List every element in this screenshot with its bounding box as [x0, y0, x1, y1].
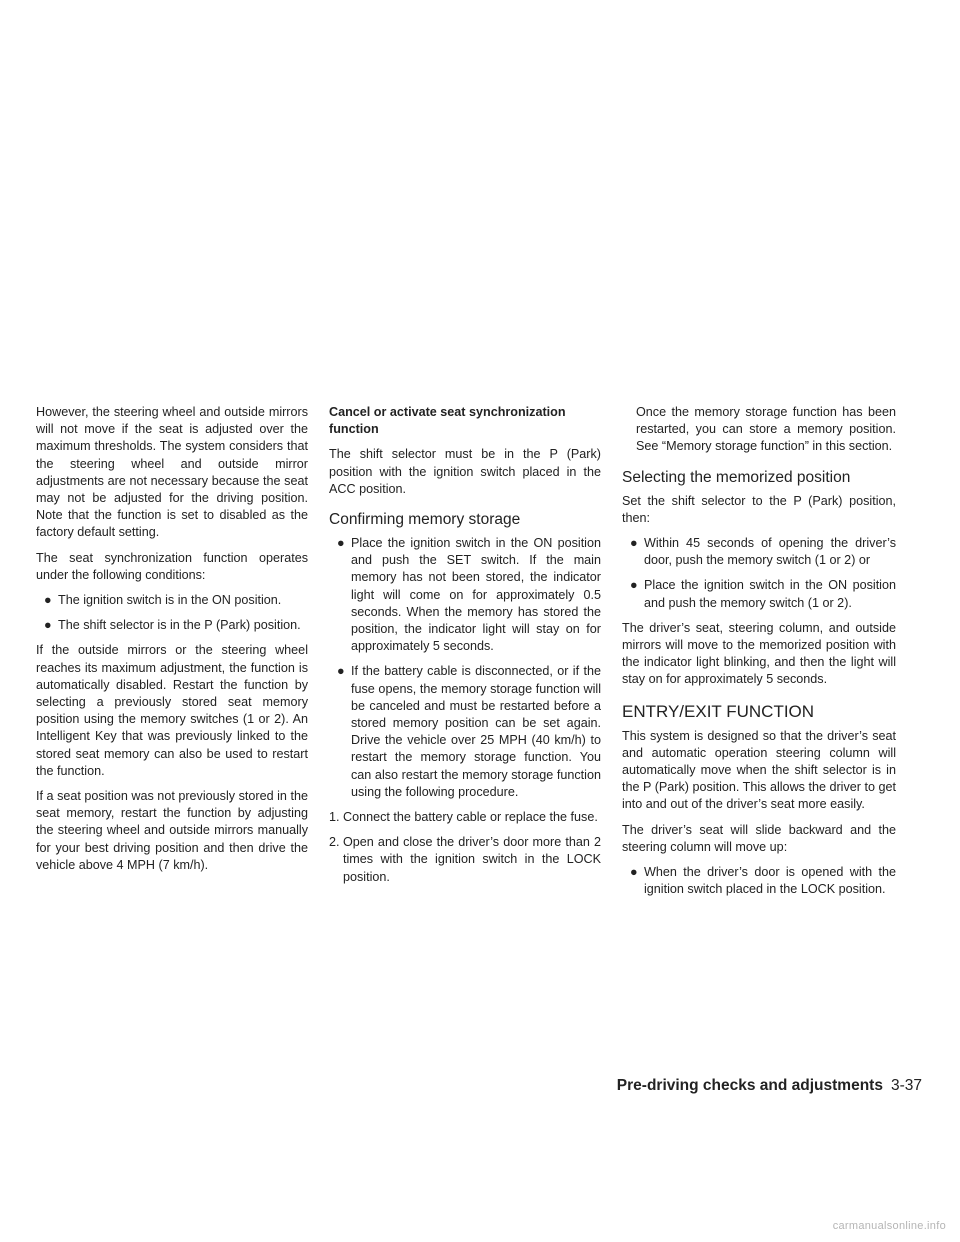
list-item-text: When the driver’s door is opened with the ignition switch placed in the LOCK position.: [644, 865, 896, 897]
bullet-list: [622, 864, 896, 898]
paragraph: If a seat position was not previously stored in the seat memory, restart the function by adjusting the steering wheel and outside mirrors manually for your best driving position and then drive the vehicle above 4 MPH (7 km/h).: [36, 789, 308, 872]
paragraph: The driver’s seat will slide backward and the steering column will move up:: [622, 822, 896, 854]
column-middle: [329, 404, 601, 894]
list-item-text: If the battery cable is disconnected, or if the fuse opens, the memory storage function will be canceled and must be restarted before a stored memory position can be set again. Drive the vehicle over 25 MPH (40 km/h) to restart the memory storage function. You can also restart the memory storage function using the following procedure.: [351, 664, 601, 799]
section-heading: Cancel or activate seat synchronization function: [329, 405, 566, 437]
list-item-text: Place the ignition switch in the ON position and push the SET switch. If the main memory has not been stored, the indicator light will come on for approximately 0.5 seconds. When the memory has stored the position, the indicator light will stay on for approximately 5 seconds.: [351, 536, 601, 654]
page-number: 3-37: [890, 1077, 922, 1094]
list-item-text: The shift selector is in the P (Park) position.: [58, 618, 301, 633]
page-footer: [617, 1076, 922, 1095]
subsection-heading: Confirming memory storage: [329, 511, 521, 529]
column-left: [36, 404, 308, 882]
step-text: Connect the battery cable or replace the fuse.: [343, 810, 598, 825]
footer-section-title: Pre-driving checks and adjustments: [616, 1077, 883, 1094]
list-item-text: The ignition switch is in the ON position.: [58, 593, 282, 608]
list-item: [329, 535, 601, 655]
bullet-icon: ●: [337, 664, 345, 679]
step-number: 2.: [329, 835, 340, 850]
paragraph: The seat synchronization function operates under the following conditions:: [36, 550, 308, 582]
bullet-icon: ●: [44, 618, 52, 633]
paragraph: However, the steering wheel and outside mirrors will not move if the seat is adjusted over the maximum thresholds. The system considers that the steering wheel and outside mirror adjustments are not necessary because the seat may not be adjusted for the driving position. Note that the function is set to disabled as the factory default setting.: [36, 405, 308, 540]
bullet-list: [329, 535, 601, 801]
list-item: [622, 535, 896, 569]
list-item: [36, 617, 308, 634]
bullet-icon: ●: [630, 865, 638, 880]
bullet-icon: ●: [44, 593, 52, 608]
list-item: [622, 577, 896, 611]
column-right: [622, 404, 896, 906]
list-item: [329, 663, 601, 801]
bullet-icon: ●: [630, 536, 638, 551]
list-item-text: Within 45 seconds of opening the driver’s door, push the memory switch (1 or 2) or: [644, 536, 896, 568]
paragraph: If the outside mirrors or the steering wheel reaches its maximum adjustment, the function is automatically disabled. Restart the function by selecting a previously stored seat memory position using the memory switches (1 or 2). An Intelligent Key that was previously linked to the stored seat memory can also be used to restart the function.: [36, 643, 308, 778]
step-text: Open and close the driver’s door more than 2 times with the ignition switch in the LOCK position.: [343, 835, 601, 884]
watermark: carmanualsonline.info: [832, 1220, 946, 1232]
paragraph: Set the shift selector to the P (Park) position, then:: [622, 493, 896, 525]
bullet-icon: ●: [337, 536, 345, 551]
bullet-list: [36, 592, 308, 634]
step-number: 1.: [329, 810, 340, 825]
section-heading: ENTRY/EXIT FUNCTION: [622, 701, 815, 721]
subsection-heading: Selecting the memorized position: [622, 468, 851, 486]
bullet-list: [622, 535, 896, 612]
paragraph: The shift selector must be in the P (Park) position with the ignition switch placed in the ACC position.: [329, 447, 601, 496]
paragraph: The driver’s seat, steering column, and outside mirrors will move to the memorized position with the indicator light blinking, and then the light will stay on for approximately 5 seconds.: [622, 620, 896, 687]
numbered-list: [329, 809, 601, 886]
bullet-icon: ●: [630, 578, 638, 593]
list-item: [622, 864, 896, 898]
step-continuation: Once the memory storage function has been restarted, you can store a memory position. See “Memory storage function” in this section.: [636, 405, 896, 454]
numbered-step: [329, 809, 601, 826]
list-item-text: Place the ignition switch in the ON position and push the memory switch (1 or 2).: [644, 578, 896, 610]
numbered-step: [329, 834, 601, 886]
paragraph: This system is designed so that the driver’s seat and automatic operation steering column will automatically move when the shift selector is in the P (Park) position. This allows the driver to get into and out of the driver’s seat more easily.: [622, 728, 896, 812]
list-item: [36, 592, 308, 609]
